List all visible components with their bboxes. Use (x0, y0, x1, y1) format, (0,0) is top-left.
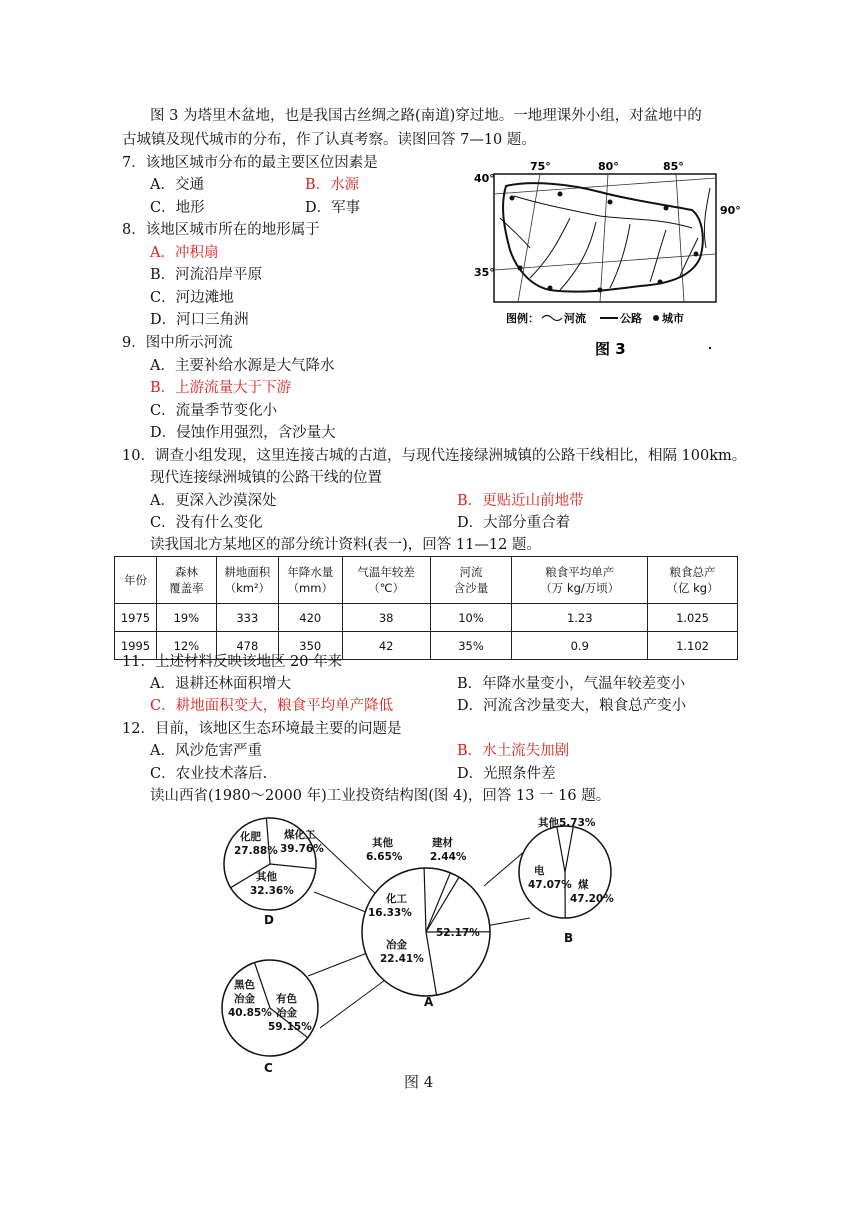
pie-a-jiancai-value: 2.44% (430, 851, 467, 863)
q12-option-b: B．水土流失加剧 (457, 743, 570, 759)
q12-option-c: C．农业技术落后. (150, 766, 268, 782)
pie-d-other-label: 其他 (256, 871, 277, 883)
cell: 333 (216, 604, 278, 632)
q8-stem: 8．该地区城市所在的地形属于 (122, 222, 320, 238)
pie-a-other-label: 其他 (372, 837, 393, 849)
intro-line-1: 图 3 为塔里木盆地，也是我国古丝绸之路(南道)穿过地。一地理课外小组，对盆地中的 (150, 108, 702, 124)
cell: 1.025 (648, 604, 738, 632)
q10-option-a: A．更深入沙漠深处 (150, 493, 277, 509)
map-speck (709, 347, 711, 349)
table-row (115, 604, 738, 632)
map-legend (506, 311, 684, 325)
legend-river-symbol (542, 316, 562, 321)
legend-road-label: 公路 (620, 312, 642, 325)
pie-a-letter: A (424, 995, 434, 1009)
lat-label-35: 35° (474, 266, 495, 279)
q10-option-d: D．大部分重合着 (457, 515, 571, 531)
q7-option-a: A．交通 (150, 177, 204, 193)
header-precip: 年降水量 （mm） (278, 557, 342, 604)
cell: 1.102 (648, 632, 738, 660)
header-grain-total: 粮食总产 （亿 kg） (648, 557, 738, 604)
header-grain-yield: 粮食平均单产 （万 kg/万顷） (512, 557, 648, 604)
q7-option-d: D．军事 (305, 200, 361, 216)
pie-b-mei-label: 煤 (578, 879, 589, 891)
pie-a-other-value: 6.65% (366, 851, 403, 863)
lat-label-40: 40° (474, 172, 495, 185)
pie-d-meihua-label: 煤化工 (284, 829, 316, 841)
legend-city-label: 城市 (662, 312, 684, 325)
cell: 0.9 (512, 632, 648, 660)
cell: 478 (216, 632, 278, 660)
q7-option-c: C．地形 (150, 200, 205, 216)
q9-option-d: D．侵蚀作用强烈，含沙量大 (150, 425, 336, 441)
pie-b-letter: B (564, 931, 574, 945)
q11-stem: 11．上述材料反映该地区 20 年来 (122, 654, 343, 670)
pie-c-hei-label-2: 冶金 (234, 993, 255, 1005)
q10-option-b: B．更贴近山前地带 (457, 493, 584, 509)
q9-option-c: C．流量季节变化小 (150, 403, 278, 419)
pie-b-dian-value: 47.07% (528, 879, 572, 891)
river-network (500, 188, 710, 290)
header-farmland: 耕地面积 （km²） (216, 557, 278, 604)
lon-label-80: 80° (598, 160, 619, 173)
pie-c-letter: C (264, 1061, 273, 1075)
q10-stem-1: 10．调查小组发现，这里连接古城的古道，与现代连接绿洲城镇的公路干线相比，相隔 100km。 (122, 448, 747, 464)
cell: 1975 (115, 604, 157, 632)
pie-c-you-label-2: 冶金 (276, 1007, 297, 1019)
figure-4-caption: 图 4 (404, 1073, 434, 1091)
legend-prefix: 图例： (506, 312, 539, 325)
figure-4-intro: 读山西省(1980～2000 年)工业投资结构图(图 4)，回答 13 一 16 题。 (150, 788, 611, 804)
q12-option-d: D．光照条件差 (457, 766, 556, 782)
pie-c-you-value: 59.15% (268, 1021, 312, 1033)
q12-option-a: A．风沙危害严重 (150, 743, 262, 759)
tarim-basin-map (470, 158, 750, 363)
legend-city-symbol (653, 315, 659, 321)
q8-option-b: B．河流沿岸平原 (150, 267, 263, 283)
lon-label-75: 75° (530, 160, 551, 173)
pie-d-huafei-value: 27.88% (234, 845, 278, 857)
pie-d-letter: D (264, 913, 274, 927)
q10-option-c: C．没有什么变化 (150, 515, 263, 531)
pie-b-dian-label: 电 (534, 865, 545, 877)
cell: 38 (342, 604, 430, 632)
intro-line-2: 古城镇及现代城市的分布，作了认真考察。读图回答 7—10 题。 (122, 132, 536, 148)
pie-c-hei-label-1: 黑色 (234, 979, 255, 991)
cell: 42 (342, 632, 430, 660)
cell: 12% (156, 632, 216, 660)
q8-option-c: C．河边滩地 (150, 290, 234, 306)
q9-option-b: B．上游流量大于下游 (150, 380, 292, 396)
cell: 350 (278, 632, 342, 660)
pie-c-you-label-1: 有色 (276, 993, 297, 1005)
pie-c-hei-value: 40.85% (228, 1007, 272, 1019)
pie-a-big-value: 52.17% (436, 927, 480, 939)
cell: 19% (156, 604, 216, 632)
pie-d-other-value: 32.36% (250, 885, 294, 897)
pie-b-other-label: 其他5.73% (538, 817, 596, 829)
pie-d-huafei-label: 化肥 (240, 831, 261, 843)
lon-label-85: 85° (663, 160, 684, 173)
q11-option-a: A．退耕还林面积增大 (150, 676, 291, 692)
cell: 1995 (115, 632, 157, 660)
q11-option-c: C．耕地面积变大，粮食平均单产降低 (150, 698, 394, 714)
pie-b-mei-value: 47.20% (570, 893, 614, 905)
header-sediment: 河流 含沙量 (430, 557, 512, 604)
header-temp-range: 气温年较差 （℃） (342, 557, 430, 604)
pie-a-jiancai-label: 建材 (432, 837, 453, 849)
cell: 420 (278, 604, 342, 632)
q7-stem: 7．该地区城市分布的最主要区位因素是 (122, 155, 378, 171)
q10-stem-2: 现代连接绿洲城镇的公路干线的位置 (150, 470, 382, 486)
table-header-row (115, 557, 738, 604)
cell: 10% (430, 604, 512, 632)
table-intro: 读我国北方某地区的部分统计资料(表一)，回答 11—12 题。 (150, 537, 541, 553)
q7-option-b: B．水源 (305, 177, 360, 193)
q9-stem: 9．图中所示河流 (122, 335, 233, 351)
figure-3-caption: 图 3 (595, 340, 626, 358)
header-year: 年份 (115, 557, 157, 604)
cell: 35% (430, 632, 512, 660)
statistics-table (114, 556, 738, 660)
lat-label-90: 90° (720, 204, 741, 217)
legend-river-label: 河流 (564, 312, 586, 325)
header-forest: 森林 覆盖率 (156, 557, 216, 604)
pie-a-yejin-label: 冶金 (386, 939, 407, 951)
q12-stem: 12．目前，该地区生态环境最主要的问题是 (122, 721, 402, 737)
cell: 1.23 (512, 604, 648, 632)
pie-a-yejin-value: 22.41% (380, 953, 424, 965)
pie-d-meihua-value: 39.76% (280, 843, 324, 855)
q8-option-d: D．河口三角洲 (150, 312, 249, 328)
industry-investment-figure (200, 808, 640, 1090)
pie-a-huagong-value: 16.33% (368, 907, 412, 919)
q11-option-d: D．河流含沙量变大，粮食总产变小 (457, 698, 687, 714)
q8-option-a: A．冲积扇 (150, 245, 219, 261)
pie-a-huagong-label: 化工 (386, 893, 407, 905)
q11-option-b: B．年降水量变小，气温年较差变小 (457, 676, 686, 692)
q9-option-a: A．主要补给水源是大气降水 (150, 358, 335, 374)
